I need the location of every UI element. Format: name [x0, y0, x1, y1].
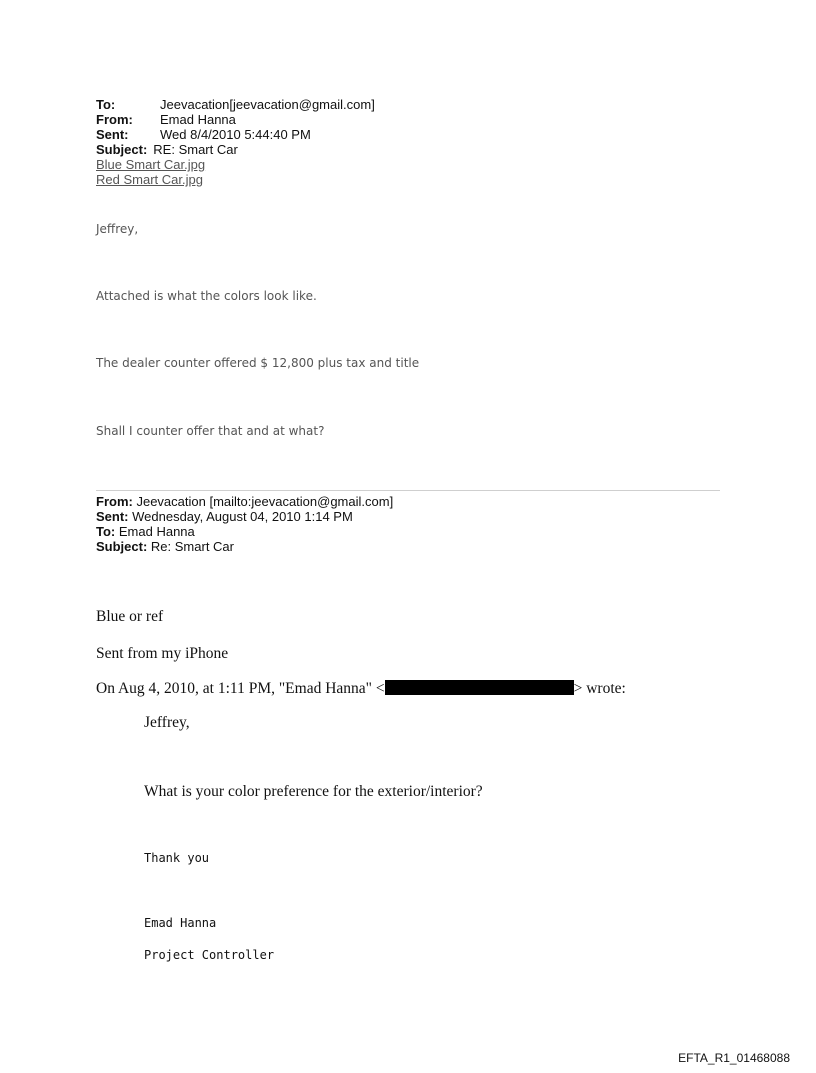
reply-greeting: Jeffrey, — [96, 222, 139, 236]
redaction-bar — [385, 680, 574, 695]
reply-line-offer: The dealer counter offered $ 12,800 plus tax and title — [96, 356, 420, 370]
signature-title: Project Controller — [144, 948, 275, 962]
forwarded-header — [96, 494, 393, 554]
attachment-link-red[interactable]: Red Smart Car.jpg — [96, 172, 203, 187]
quoted-greeting: Jeffrey, — [144, 714, 190, 731]
fwd-sent-value: Wednesday, August 04, 2010 1:14 PM — [132, 509, 353, 524]
from-value: Emad Hanna — [160, 112, 236, 127]
from-label: From: — [96, 112, 133, 127]
fwd-from-value: Jeevacation [mailto:jeevacation@gmail.com] — [136, 494, 394, 509]
reply-line-counter: Shall I counter offer that and at what? — [96, 424, 325, 438]
subject-value: RE: Smart Car — [153, 142, 238, 157]
subject-label: Subject: — [96, 142, 148, 157]
message-line-blue: Blue or ref — [96, 608, 164, 625]
header-to-row — [96, 97, 375, 112]
fwd-to-label: To: — [96, 524, 116, 539]
quoted-question: What is your color preference for the exterior/interior? — [144, 783, 483, 800]
attachment-link-blue[interactable]: Blue Smart Car.jpg — [96, 157, 206, 172]
quote-suffix: > wrote: — [573, 680, 626, 697]
header-sent-row — [96, 127, 375, 142]
fwd-sent-label: Sent: — [96, 509, 129, 524]
fwd-sent-row — [96, 509, 393, 524]
fwd-subject-value: Re: Smart Car — [150, 539, 234, 554]
header-from-row — [96, 112, 375, 127]
fwd-to-value: Emad Hanna — [118, 524, 195, 539]
sent-value: Wed 8/4/2010 5:44:40 PM — [160, 127, 311, 142]
quoted-thanks: Thank you — [144, 851, 210, 865]
quote-prefix: On Aug 4, 2010, at 1:11 PM, "Emad Hanna" < — [96, 680, 385, 697]
fwd-from-label: From: — [96, 494, 133, 509]
message-divider — [96, 490, 720, 491]
fwd-subject-row — [96, 539, 393, 554]
signature-name: Emad Hanna — [144, 916, 217, 930]
header-subject-row — [96, 142, 375, 157]
fwd-subject-label: Subject: — [96, 539, 148, 554]
message-line-iphone: Sent from my iPhone — [96, 645, 229, 662]
document-id: EFTA_R1_01468088 — [678, 1051, 790, 1065]
fwd-to-row — [96, 524, 393, 539]
fwd-from-row — [96, 494, 393, 509]
to-label: To: — [96, 97, 116, 112]
reply-line-colors: Attached is what the colors look like. — [96, 289, 317, 303]
sent-label: Sent: — [96, 127, 129, 142]
email-header — [96, 97, 375, 187]
to-value: Jeevacation[jeevacation@gmail.com] — [160, 97, 375, 112]
quote-attribution — [96, 680, 626, 698]
